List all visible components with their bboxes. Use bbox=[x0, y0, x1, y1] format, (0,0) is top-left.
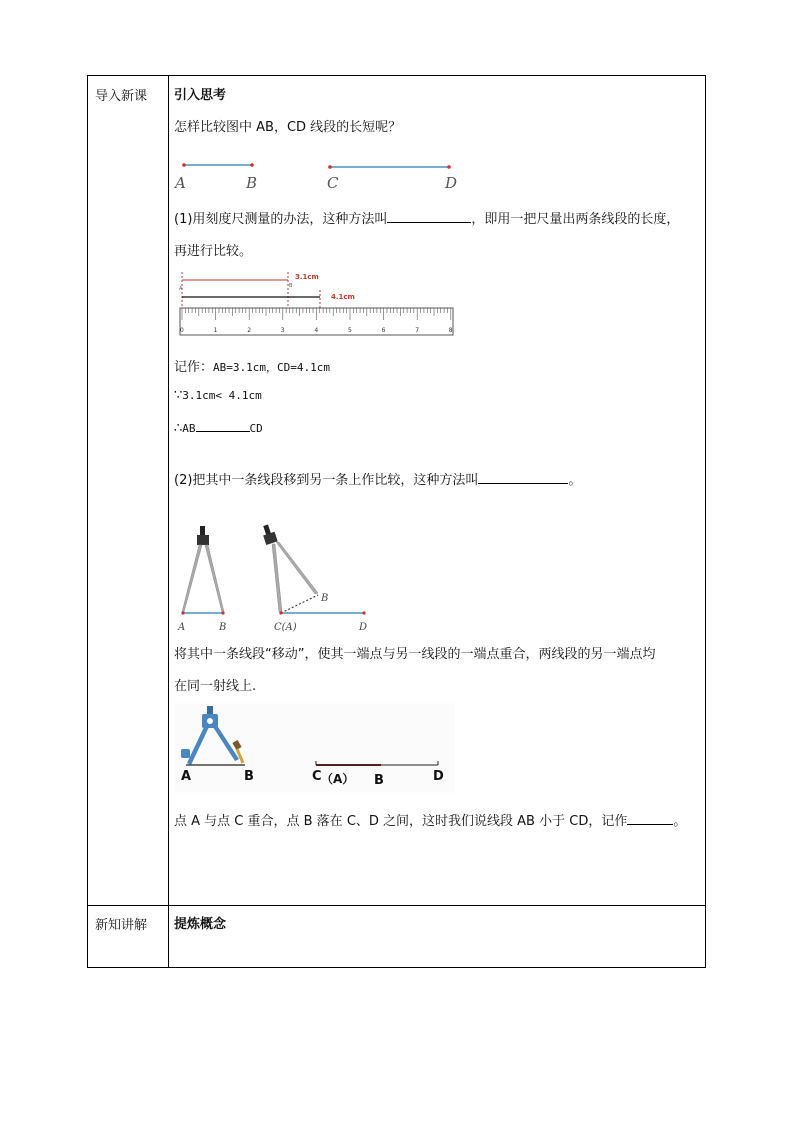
fig2-label-a: A bbox=[178, 622, 186, 633]
label-4-1cm: 4.1cm bbox=[331, 293, 355, 301]
method2-line bbox=[174, 469, 581, 488]
fig3-label-a: A bbox=[181, 769, 192, 784]
ruler-tick-label: 5 bbox=[348, 327, 352, 334]
new-knowledge-heading: 提炼概念 bbox=[174, 917, 227, 932]
svg-text:B: B bbox=[289, 283, 293, 289]
record-prefix: 记作： bbox=[174, 360, 214, 375]
fig3-label-d: D bbox=[433, 769, 444, 784]
intro-heading: 引入思考 bbox=[174, 88, 227, 103]
column-divider bbox=[168, 76, 169, 967]
point-c bbox=[328, 165, 332, 169]
ruler-tick-label: 3 bbox=[280, 327, 285, 334]
row-label-new-knowledge: 新知讲解 bbox=[95, 918, 148, 933]
because-line bbox=[174, 388, 262, 403]
label-d: D bbox=[445, 174, 458, 192]
because-symbol: ∵ bbox=[174, 388, 183, 403]
method1-pre: (1)用刻度尺测量的办法，这种方法叫 bbox=[174, 212, 388, 227]
row-label-intro: 导入新课 bbox=[95, 89, 148, 104]
answer-blank-2[interactable] bbox=[196, 419, 250, 432]
ruler-tick-label: 2 bbox=[247, 327, 252, 334]
ruler-tick-label: 1 bbox=[213, 327, 218, 334]
ruler-figure bbox=[178, 270, 458, 340]
method1-post: ，即用一把尺量出两条线段的长度， bbox=[471, 212, 680, 227]
point-d bbox=[447, 165, 451, 169]
fig3-label-ca: （A） bbox=[321, 772, 355, 786]
answer-blank-3[interactable] bbox=[478, 471, 568, 484]
record-line bbox=[174, 356, 330, 375]
ruler-tick-label: 7 bbox=[415, 327, 420, 334]
ruler-tick-label: 0 bbox=[180, 327, 184, 334]
compass-head-1 bbox=[197, 535, 209, 545]
svg-text:A: A bbox=[179, 286, 183, 292]
segments-figure bbox=[172, 155, 472, 195]
record-values: AB=3.1cm，CD=4.1cm bbox=[213, 361, 330, 374]
move-desc-line1: 将其中一条线段“移动”，使其一端点与另一线段的一端点重合，两线段的另一端点均 bbox=[174, 647, 656, 662]
label-a: A bbox=[175, 174, 186, 192]
conclusion-post: 。 bbox=[673, 814, 687, 829]
method2-post: 。 bbox=[568, 473, 582, 488]
therefore-symbol: ∴ bbox=[174, 421, 183, 436]
method1-line1 bbox=[174, 208, 679, 227]
compass-head-2 bbox=[263, 532, 278, 545]
answer-blank-1[interactable] bbox=[387, 210, 471, 223]
fig3-label-b2: B bbox=[374, 773, 384, 788]
label-3-1cm: 3.1cm bbox=[295, 273, 319, 281]
question-text: 怎样比较图中 AB，CD 线段的长短呢？ bbox=[174, 120, 402, 135]
compass3-handle bbox=[207, 706, 213, 715]
method2-pre: (2)把其中一条线段移到另一条上作比较，这种方法叫 bbox=[174, 473, 479, 488]
conclusion-pre: 点 A 与点 C 重合，点 B 落在 C、D 之间，这时我们说线段 AB 小于 CD，记作 bbox=[174, 814, 628, 829]
method1-line2: 再进行比较。 bbox=[174, 244, 253, 259]
point-b bbox=[250, 163, 254, 167]
answer-blank-4[interactable] bbox=[627, 812, 673, 825]
ruler-tick-label: 6 bbox=[381, 327, 386, 334]
move-desc-line2: 在同一射线上. bbox=[174, 679, 257, 694]
fig2-dashed-ab bbox=[281, 595, 318, 613]
label-c: C bbox=[327, 174, 339, 192]
fig3-label-b: B bbox=[244, 769, 254, 784]
point-a bbox=[182, 163, 186, 167]
colored-compass-figure bbox=[175, 703, 460, 793]
ruler-tick-label: 8 bbox=[448, 327, 453, 334]
conclusion-line bbox=[174, 810, 686, 829]
fig2-label-d: D bbox=[359, 622, 368, 633]
therefore-left: AB bbox=[182, 422, 196, 435]
label-b: B bbox=[246, 174, 258, 192]
fig2-label-ca: C(A) bbox=[274, 622, 297, 633]
fig3-label-c: C bbox=[312, 769, 322, 784]
because-text: 3.1cm< 4.1cm bbox=[182, 389, 262, 402]
compass-handle-1 bbox=[200, 526, 205, 536]
fig2-label-b: B bbox=[219, 622, 227, 633]
therefore-line bbox=[174, 419, 263, 436]
compass-figure bbox=[172, 520, 382, 635]
therefore-right: CD bbox=[249, 422, 263, 435]
ruler-tick-label: 4 bbox=[314, 327, 319, 334]
fig2-label-b2: B bbox=[321, 593, 329, 604]
row-divider bbox=[88, 905, 705, 906]
